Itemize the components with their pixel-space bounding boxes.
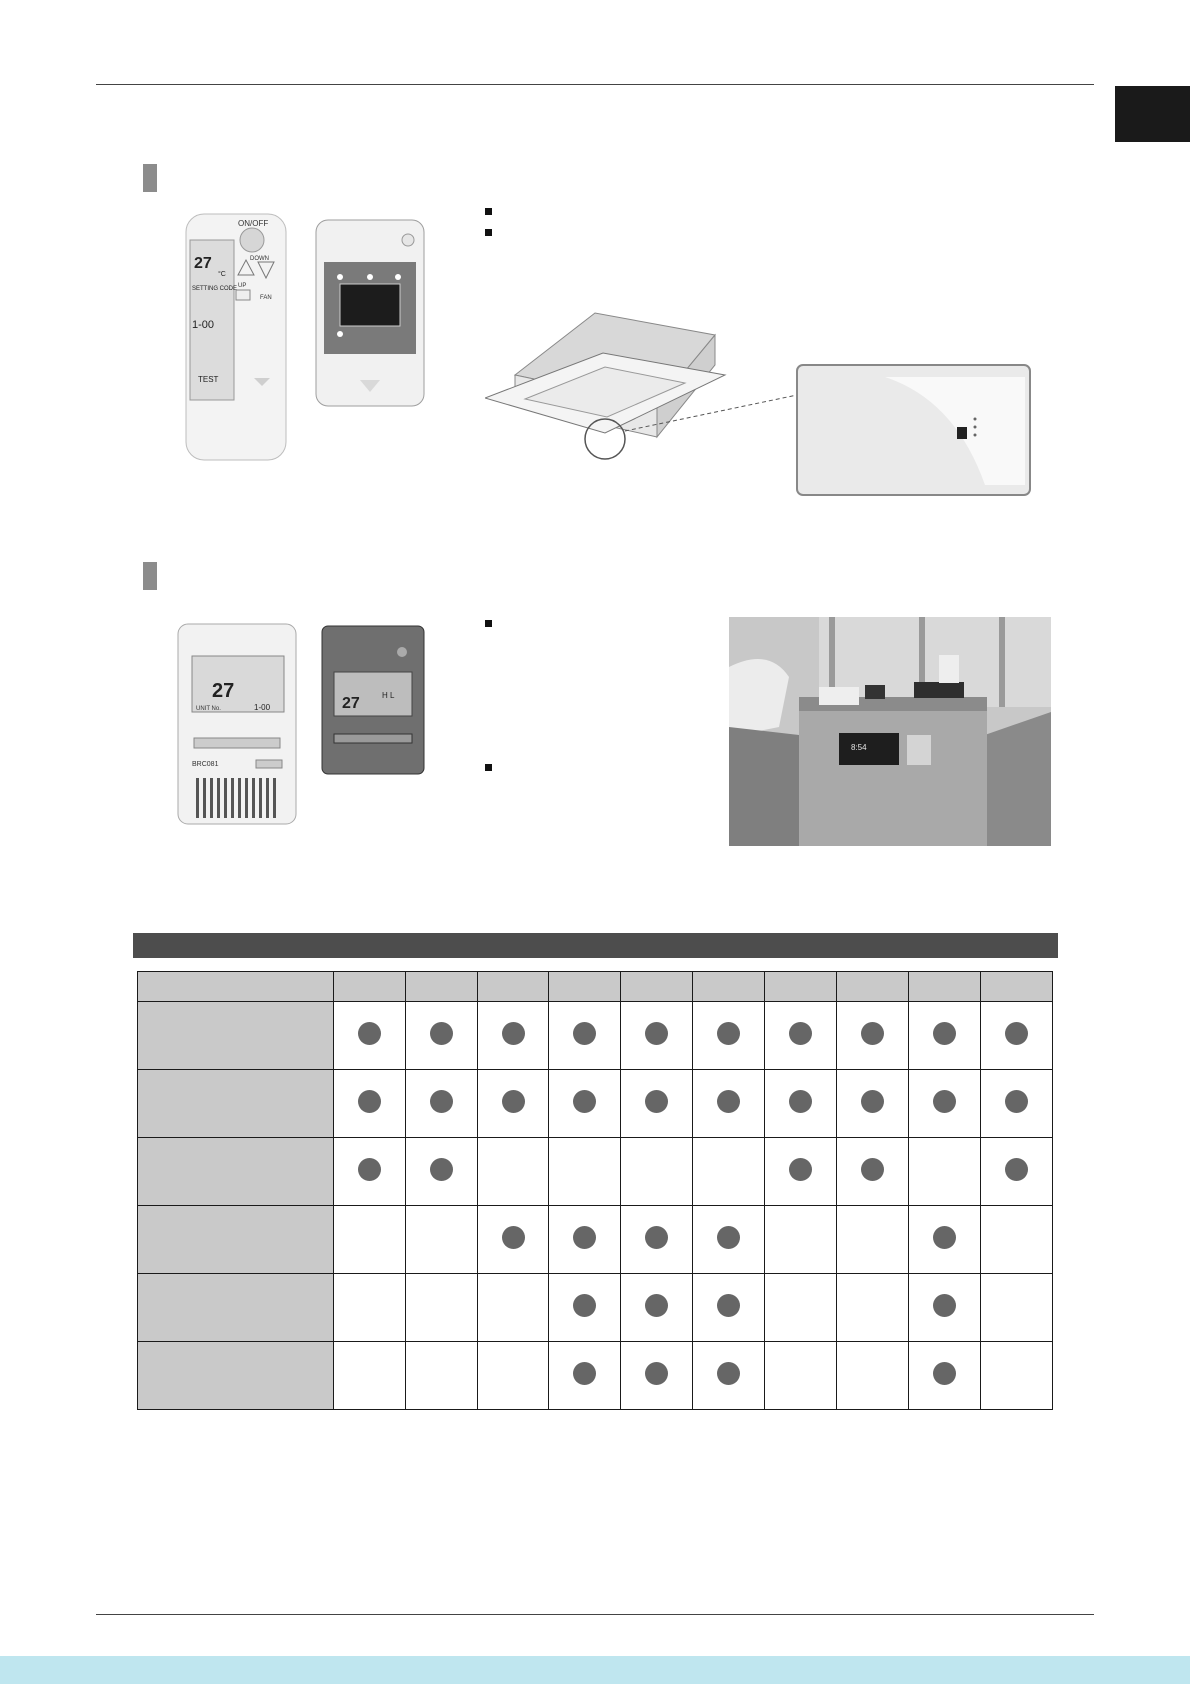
- table-cell: [981, 1138, 1053, 1206]
- empty-mark: [502, 1158, 525, 1181]
- table-cell: [334, 1002, 406, 1070]
- table-cell: [334, 1138, 406, 1206]
- compatible-dot-icon: [861, 1158, 884, 1181]
- empty-mark: [358, 1294, 381, 1317]
- wired-model-label: BRC081: [192, 761, 219, 768]
- empty-mark: [789, 1226, 812, 1249]
- table-cell: [478, 1274, 549, 1342]
- table-cell: [981, 1070, 1053, 1138]
- table-cell: [406, 1206, 478, 1274]
- table-cell: [478, 1342, 549, 1410]
- compatible-dot-icon: [717, 1362, 740, 1385]
- table-cell: [837, 1070, 909, 1138]
- table-cell: [334, 1206, 406, 1274]
- compatible-dot-icon: [933, 1226, 956, 1249]
- col-header-6: [693, 972, 765, 1002]
- compatible-dot-icon: [933, 1362, 956, 1385]
- table-cell: [478, 1138, 549, 1206]
- table-cell: [837, 1342, 909, 1410]
- compatible-dot-icon: [645, 1090, 668, 1113]
- table-cell: [765, 1002, 837, 1070]
- table-cell: [693, 1070, 765, 1138]
- table-row: [138, 1138, 1053, 1206]
- col-header-2: [406, 972, 478, 1002]
- compatible-dot-icon: [358, 1158, 381, 1181]
- bullet-3: [485, 620, 492, 627]
- compatible-dot-icon: [933, 1022, 956, 1045]
- table-cell: [621, 1274, 693, 1342]
- table-cell: [406, 1070, 478, 1138]
- table-cell: [621, 1342, 693, 1410]
- table-cell: [549, 1070, 621, 1138]
- wired-remote-image: [176, 622, 300, 830]
- col-header-8: [837, 972, 909, 1002]
- table-cell: [549, 1206, 621, 1274]
- table-cell: [765, 1342, 837, 1410]
- section-marker-1: [143, 164, 157, 192]
- empty-mark: [717, 1158, 740, 1181]
- wired-temp-readout: 27: [212, 680, 235, 702]
- empty-mark: [1005, 1362, 1028, 1385]
- compatible-dot-icon: [717, 1294, 740, 1317]
- table-cell: [549, 1138, 621, 1206]
- compatible-dot-icon: [1005, 1090, 1028, 1113]
- table-cell: [334, 1342, 406, 1410]
- table-cell: [693, 1138, 765, 1206]
- table-cell: [981, 1002, 1053, 1070]
- chapter-tab: [1115, 86, 1190, 142]
- wired-timer-readout: 1-00: [254, 703, 271, 712]
- table-cell: [478, 1070, 549, 1138]
- table-cell: [334, 1070, 406, 1138]
- table-cell: [549, 1342, 621, 1410]
- table-body: [138, 1002, 1053, 1410]
- table-cell: [837, 1206, 909, 1274]
- compatible-dot-icon: [502, 1090, 525, 1113]
- empty-mark: [502, 1294, 525, 1317]
- row-header-cell: [138, 1274, 334, 1342]
- compatible-dot-icon: [645, 1362, 668, 1385]
- compatible-dot-icon: [1005, 1158, 1028, 1181]
- compatible-dot-icon: [861, 1022, 884, 1045]
- compatible-dot-icon: [933, 1294, 956, 1317]
- row-header-cell: [138, 1206, 334, 1274]
- table-cell: [909, 1274, 981, 1342]
- fan-label: FAN: [260, 295, 272, 301]
- empty-mark: [789, 1362, 812, 1385]
- compatible-dot-icon: [645, 1226, 668, 1249]
- empty-mark: [1005, 1226, 1028, 1249]
- table-cell: [334, 1274, 406, 1342]
- temp-unit: °C: [218, 271, 226, 278]
- cassette-unit-diagram: [485, 305, 1060, 500]
- table-cell: [406, 1274, 478, 1342]
- col-header-9: [909, 972, 981, 1002]
- compatible-dot-icon: [789, 1090, 812, 1113]
- test-label: TEST: [198, 375, 219, 384]
- compatibility-table: [137, 971, 1053, 1410]
- bottom-rule: [96, 1614, 1094, 1615]
- hotel-room-photo: [729, 617, 1051, 846]
- wall-receiver-image: [310, 216, 428, 410]
- down-label: DOWN: [250, 256, 269, 262]
- compatible-dot-icon: [502, 1226, 525, 1249]
- table-cell: [406, 1342, 478, 1410]
- table-cell: [837, 1274, 909, 1342]
- compatible-dot-icon: [573, 1022, 596, 1045]
- compatible-dot-icon: [358, 1022, 381, 1045]
- compatible-dot-icon: [645, 1022, 668, 1045]
- bullet-4: [485, 764, 492, 771]
- table-cell: [909, 1002, 981, 1070]
- empty-mark: [861, 1226, 884, 1249]
- compatible-dot-icon: [430, 1022, 453, 1045]
- col-header-1: [334, 972, 406, 1002]
- table-row: [138, 1206, 1053, 1274]
- bullet-2: [485, 229, 492, 236]
- empty-mark: [430, 1226, 453, 1249]
- empty-mark: [789, 1294, 812, 1317]
- table-cell: [549, 1002, 621, 1070]
- table-cell: [621, 1206, 693, 1274]
- empty-mark: [358, 1226, 381, 1249]
- on-off-label: ON/OFF: [238, 219, 269, 228]
- empty-mark: [430, 1294, 453, 1317]
- section-marker-2: [143, 562, 157, 590]
- table-cell: [693, 1274, 765, 1342]
- row-header-cell: [138, 1342, 334, 1410]
- compatible-dot-icon: [430, 1158, 453, 1181]
- compatible-dot-icon: [717, 1090, 740, 1113]
- empty-mark: [933, 1158, 956, 1181]
- table-cell: [693, 1342, 765, 1410]
- setting-code-label: SETTING CODE: [192, 286, 238, 292]
- nightstand-clock: 8:54: [851, 743, 867, 752]
- empty-mark: [1005, 1294, 1028, 1317]
- table-cell: [981, 1342, 1053, 1410]
- compatible-dot-icon: [933, 1090, 956, 1113]
- table-cell: [765, 1274, 837, 1342]
- compatible-dot-icon: [789, 1158, 812, 1181]
- col-header-7: [765, 972, 837, 1002]
- compatible-dot-icon: [645, 1294, 668, 1317]
- compatible-dot-icon: [358, 1090, 381, 1113]
- table-cell: [549, 1274, 621, 1342]
- table-cell: [478, 1002, 549, 1070]
- wired-unit-no-label: UNIT No.: [196, 706, 221, 712]
- empty-mark: [573, 1158, 596, 1181]
- table-cell: [765, 1206, 837, 1274]
- compatible-dot-icon: [717, 1226, 740, 1249]
- compatible-dot-icon: [1005, 1022, 1028, 1045]
- table-cell: [478, 1206, 549, 1274]
- table-cell: [909, 1070, 981, 1138]
- col-header-10: [981, 972, 1053, 1002]
- empty-mark: [502, 1362, 525, 1385]
- table-cell: [909, 1138, 981, 1206]
- table-cell: [406, 1138, 478, 1206]
- col-header-4: [549, 972, 621, 1002]
- bullet-1: [485, 208, 492, 215]
- empty-mark: [358, 1362, 381, 1385]
- table-cell: [693, 1206, 765, 1274]
- row-header-cell: [138, 1070, 334, 1138]
- compatible-dot-icon: [573, 1226, 596, 1249]
- table-cell: [765, 1070, 837, 1138]
- table-cell: [621, 1002, 693, 1070]
- empty-mark: [430, 1362, 453, 1385]
- table-header-bar: [133, 933, 1058, 958]
- empty-mark: [645, 1158, 668, 1181]
- table-header-row: [138, 972, 1053, 1002]
- compatible-dot-icon: [789, 1022, 812, 1045]
- empty-mark: [861, 1362, 884, 1385]
- wireless-remote-image: [180, 210, 292, 465]
- table-cell: [837, 1138, 909, 1206]
- table-row: [138, 1070, 1053, 1138]
- row-header-cell: [138, 1138, 334, 1206]
- dark-panel-temp: 27: [342, 695, 360, 712]
- table-row: [138, 1342, 1053, 1410]
- table-cell: [981, 1206, 1053, 1274]
- empty-mark: [861, 1294, 884, 1317]
- table-cell: [765, 1138, 837, 1206]
- table-cell: [621, 1070, 693, 1138]
- temp-readout: 27: [194, 255, 212, 272]
- table-row: [138, 1274, 1053, 1342]
- col-header-5: [621, 972, 693, 1002]
- compatible-dot-icon: [430, 1090, 453, 1113]
- table-cell: [621, 1138, 693, 1206]
- compatible-dot-icon: [573, 1090, 596, 1113]
- up-label: UP: [238, 283, 247, 289]
- compatible-dot-icon: [573, 1294, 596, 1317]
- table-cell: [909, 1342, 981, 1410]
- footer-band: [0, 1656, 1190, 1684]
- top-rule: [96, 84, 1094, 85]
- col-header-3: [478, 972, 549, 1002]
- dark-remote-image: [320, 624, 426, 776]
- compatible-dot-icon: [861, 1090, 884, 1113]
- header-corner-cell: [138, 972, 334, 1002]
- dark-panel-hl: H L: [382, 691, 395, 700]
- table-cell: [837, 1002, 909, 1070]
- table-cell: [693, 1002, 765, 1070]
- table-row: [138, 1002, 1053, 1070]
- compatible-dot-icon: [502, 1022, 525, 1045]
- table-cell: [909, 1206, 981, 1274]
- compatible-dot-icon: [717, 1022, 740, 1045]
- table-cell: [981, 1274, 1053, 1342]
- table-cell: [406, 1002, 478, 1070]
- row-header-cell: [138, 1002, 334, 1070]
- timer-readout: 1-00: [192, 319, 215, 331]
- compatible-dot-icon: [573, 1362, 596, 1385]
